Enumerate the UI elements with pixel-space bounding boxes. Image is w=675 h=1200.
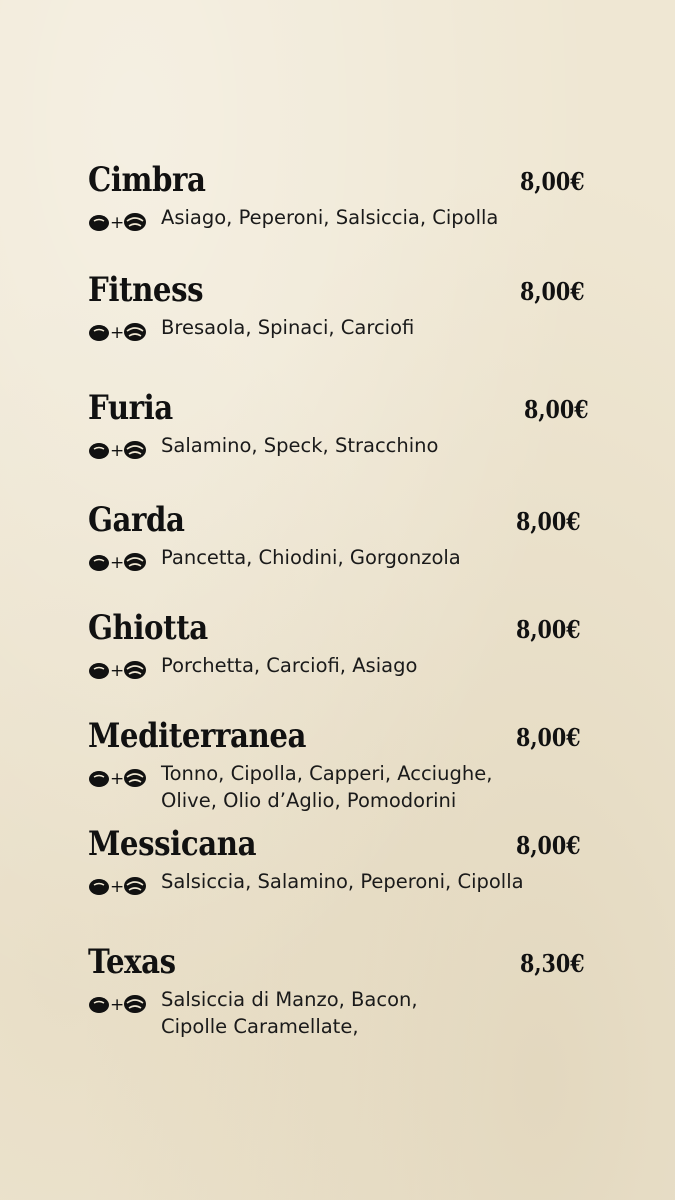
tomato-mozzarella-icon [88, 548, 150, 574]
svg-text:+: + [110, 323, 125, 343]
pizza-price: 8,00€ [516, 723, 581, 752]
pizza-name: Garda [88, 500, 185, 540]
ingredients [161, 652, 417, 679]
tomato-mozzarella-icon [88, 656, 150, 682]
tomato-mozzarella-icon [88, 764, 150, 790]
pizza-price: 8,00€ [516, 831, 581, 860]
tomato-mozzarella-icon [88, 208, 150, 234]
pizza-price: 8,00€ [520, 277, 585, 306]
svg-text:+: + [110, 877, 125, 897]
ingredients-line: Porchetta, Carciofi, Asiago [161, 654, 418, 677]
pizza-price: 8,00€ [520, 167, 585, 196]
pizza-name: Messicana [88, 824, 257, 864]
svg-text:+: + [110, 213, 125, 233]
ingredients-line: Tonno, Cipolla, Capperi, Acciughe, [161, 762, 493, 785]
pizza-name: Fitness [88, 270, 204, 310]
pizza-name: Mediterranea [88, 716, 307, 756]
ingredients-line: Salsiccia, Salamino, Peperoni, Cipolla [161, 870, 524, 893]
ingredients-line: Salsiccia di Manzo, Bacon, [161, 988, 418, 1011]
ingredients-line: Pancetta, Chiodini, Gorgonzola [161, 546, 461, 569]
pizza-price: 8,00€ [524, 395, 589, 424]
pizza-name: Texas [88, 942, 176, 982]
pizza-name: Furia [88, 388, 173, 428]
pizza-name: Cimbra [88, 160, 206, 200]
tomato-mozzarella-icon [88, 436, 150, 462]
pizza-name: Ghiotta [88, 608, 208, 648]
pizza-price: 8,30€ [520, 949, 585, 978]
tomato-mozzarella-icon [88, 872, 150, 898]
ingredients [161, 432, 438, 459]
ingredients-line: Salamino, Speck, Stracchino [161, 434, 439, 457]
ingredients [161, 204, 498, 231]
svg-text:+: + [110, 769, 125, 789]
svg-text:+: + [110, 995, 125, 1015]
ingredients-line: Cipolle Caramellate, [161, 1015, 359, 1038]
ingredients [161, 314, 414, 341]
pizza-price: 8,00€ [516, 507, 581, 536]
svg-text:+: + [110, 661, 125, 681]
ingredients [161, 544, 461, 571]
tomato-mozzarella-icon [88, 318, 150, 344]
ingredients [161, 760, 492, 814]
pizza-price: 8,00€ [516, 615, 581, 644]
ingredients [161, 868, 524, 895]
svg-text:+: + [110, 441, 125, 461]
tomato-mozzarella-icon [88, 990, 150, 1016]
ingredients-line: Olive, Olio d’Aglio, Pomodorini [161, 789, 457, 812]
svg-text:+: + [110, 553, 125, 573]
ingredients [161, 986, 418, 1040]
ingredients-line: Bresaola, Spinaci, Carciofi [161, 316, 415, 339]
ingredients-line: Asiago, Peperoni, Salsiccia, Cipolla [161, 206, 499, 229]
